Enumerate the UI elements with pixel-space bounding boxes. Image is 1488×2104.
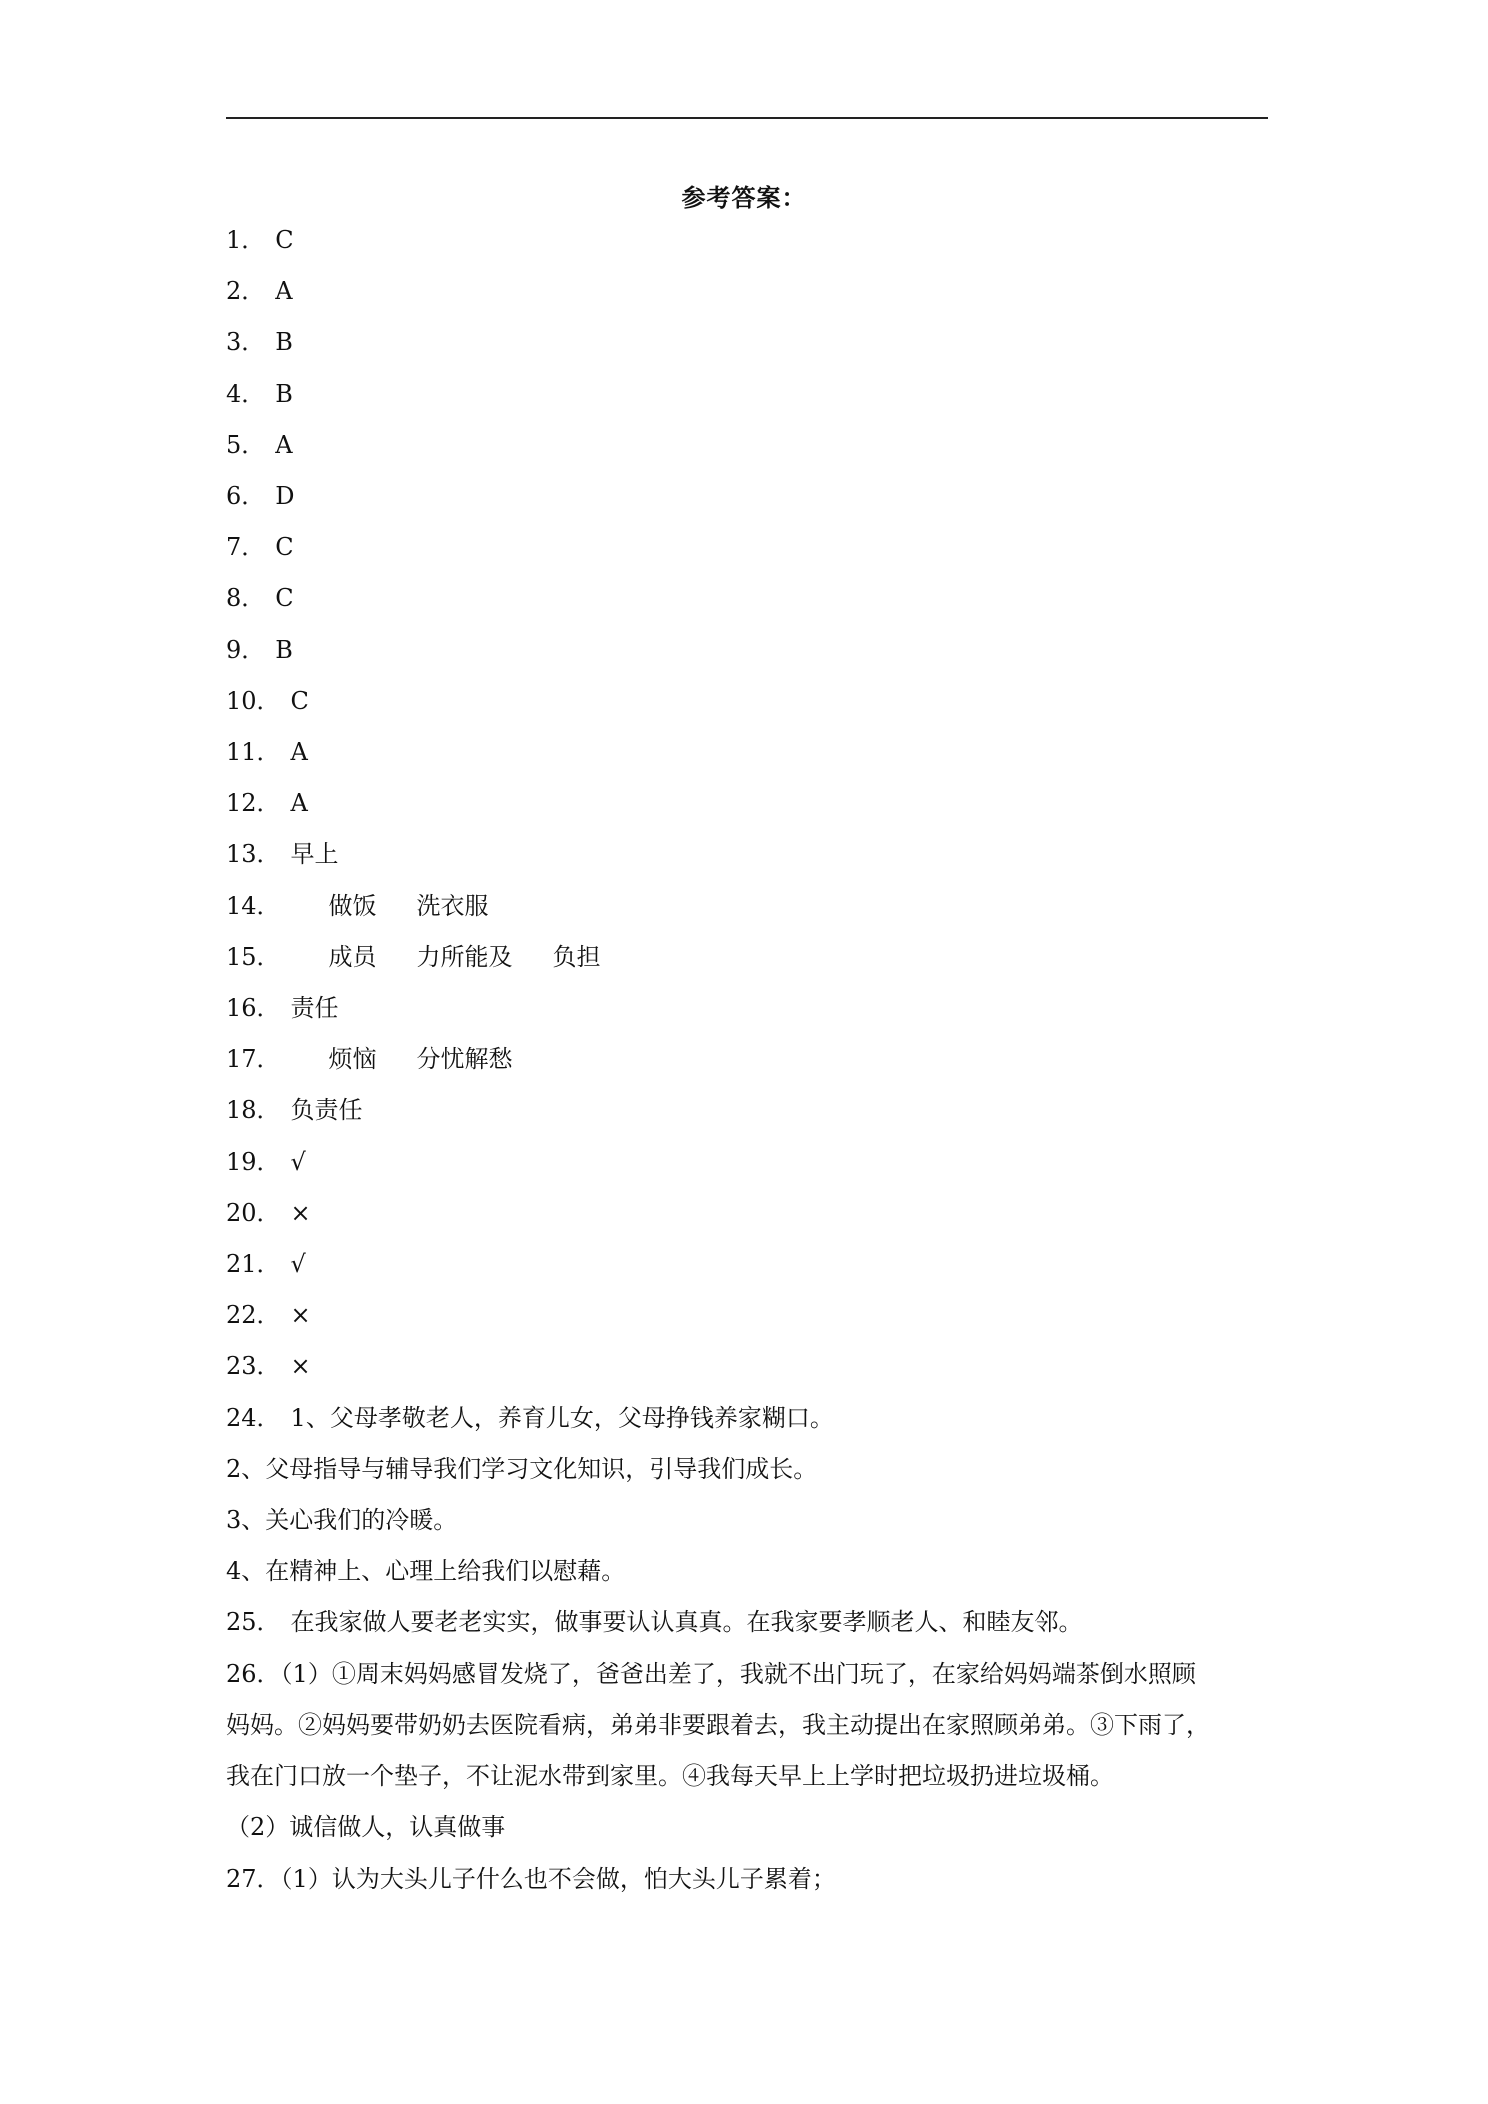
answer-item xyxy=(226,471,1270,522)
answer-text: B xyxy=(275,328,293,357)
answer-continuation: 2、父母指导与辅导我们学习文化知识，引导我们成长。 xyxy=(226,1454,818,1483)
answer-text: C xyxy=(275,226,294,254)
answer-text: （1）①周末妈妈感冒发烧了，爸爸出差了，我就不出门玩了，在家给妈妈端茶倒水照顾 xyxy=(280,1659,1196,1688)
answer-text: C xyxy=(275,533,294,562)
answer-item xyxy=(226,215,1270,266)
answer-number: 22 xyxy=(226,1301,257,1330)
answer-number: 19 xyxy=(226,1147,257,1176)
answer-number: 12 xyxy=(226,789,257,818)
answer-item xyxy=(226,1239,1270,1290)
number-separator: ． xyxy=(241,277,266,306)
number-separator: ． xyxy=(256,1403,281,1432)
number-separator: ． xyxy=(241,584,266,613)
answer-item xyxy=(226,522,1270,573)
answer-item xyxy=(226,1393,1270,1444)
answer-number: 3 xyxy=(226,328,242,357)
number-separator: ． xyxy=(241,533,266,562)
answer-text: B xyxy=(275,635,293,664)
answer-text: D xyxy=(275,482,295,511)
answer-number: 23 xyxy=(226,1352,257,1381)
number-separator: ． xyxy=(256,1147,281,1176)
blank-answer: 负担 xyxy=(552,942,601,971)
blank-answer: 洗衣服 xyxy=(416,891,489,920)
answer-continuation: 妈妈。②妈妈要带奶奶去医院看病，弟弟非要跟着去，我主动提出在家照顾弟弟。③下雨了， xyxy=(226,1710,1210,1739)
page-title: 参考答案： xyxy=(681,183,807,212)
number-separator: ． xyxy=(256,686,281,715)
answer-text: √ xyxy=(290,1250,306,1279)
answer-text: （1）认为大头儿子什么也不会做，怕大头儿子累着； xyxy=(280,1864,836,1893)
number-separator: ． xyxy=(241,430,266,459)
answer-item xyxy=(226,573,1270,624)
answer-continuation: 我在门口放一个垫子，不让泥水带到家里。④我每天早上上学时把垃圾扔进垃圾桶。 xyxy=(226,1762,1114,1791)
answer-item xyxy=(226,727,1270,778)
answer-item xyxy=(226,881,1270,932)
answer-item xyxy=(226,1137,1270,1188)
answer-number: 7 xyxy=(226,533,242,562)
number-separator: ． xyxy=(256,1045,281,1074)
answer-item xyxy=(226,1597,1270,1648)
number-separator: ． xyxy=(256,1352,281,1381)
answer-item xyxy=(226,1085,1270,1136)
answer-number: 5 xyxy=(226,430,242,459)
answer-number: 9 xyxy=(226,635,242,664)
answer-subpart: （2）诚信做人，认真做事 xyxy=(226,1813,506,1842)
number-separator: ． xyxy=(256,738,281,767)
answer-text: A xyxy=(275,430,293,459)
answer-item xyxy=(226,932,1270,983)
header-rule xyxy=(226,117,1268,119)
answer-item xyxy=(226,625,1270,676)
number-separator: ． xyxy=(241,482,266,511)
blank-answer: 烦恼 xyxy=(328,1045,377,1074)
answer-item xyxy=(226,676,1270,727)
answer-item xyxy=(226,829,1270,880)
answer-item xyxy=(226,1034,1270,1085)
number-separator: ． xyxy=(256,840,281,869)
answer-text: B xyxy=(275,379,293,408)
number-separator: ． xyxy=(256,1608,281,1637)
number-separator: ． xyxy=(256,1864,281,1893)
answer-text: × xyxy=(290,1198,311,1227)
answer-number: 13 xyxy=(226,840,257,869)
answer-list xyxy=(226,215,1270,1905)
answer-item xyxy=(226,420,1270,471)
blank-answer: 力所能及 xyxy=(416,942,513,971)
number-separator: ． xyxy=(256,1250,281,1279)
answer-number: 26 xyxy=(226,1659,257,1688)
answer-number: 24 xyxy=(226,1403,257,1432)
answer-item xyxy=(226,778,1270,829)
answer-number: 18 xyxy=(226,1096,257,1125)
answer-number: 8 xyxy=(226,584,242,613)
answer-text: A xyxy=(275,277,293,306)
answer-item xyxy=(226,983,1270,1034)
answer-item xyxy=(226,1649,1270,1700)
number-separator: ． xyxy=(256,891,281,920)
answer-number: 1 xyxy=(226,226,242,254)
answer-continuation: 3、关心我们的冷暖。 xyxy=(226,1506,458,1535)
number-separator: ． xyxy=(256,1198,281,1227)
answer-number: 20 xyxy=(226,1198,257,1227)
answer-item xyxy=(226,1854,1270,1905)
answer-text: C xyxy=(290,686,309,715)
answer-item xyxy=(226,317,1270,368)
answer-number: 25 xyxy=(226,1608,257,1637)
number-separator: ． xyxy=(241,379,266,408)
number-separator: ． xyxy=(256,789,281,818)
answer-number: 10 xyxy=(226,686,257,715)
answer-number: 27 xyxy=(226,1864,257,1893)
answer-text: A xyxy=(290,738,308,767)
answer-number: 4 xyxy=(226,379,242,408)
answer-text: 早上 xyxy=(290,840,339,869)
number-separator: ． xyxy=(256,1096,281,1125)
answer-number: 21 xyxy=(226,1250,257,1279)
answer-text: 负责任 xyxy=(290,1096,363,1125)
answer-item xyxy=(226,1341,1270,1392)
blank-answer: 分忧解愁 xyxy=(416,1045,513,1074)
number-separator: ． xyxy=(256,994,281,1023)
number-separator: ． xyxy=(256,942,281,971)
answer-item xyxy=(226,266,1270,317)
answer-text: √ xyxy=(290,1147,306,1176)
answer-text: A xyxy=(290,789,308,818)
answer-item xyxy=(226,1188,1270,1239)
blank-answer: 成员 xyxy=(328,942,377,971)
answer-number: 2 xyxy=(226,277,242,306)
number-separator: ． xyxy=(241,635,266,664)
answer-text: C xyxy=(275,584,294,613)
blank-answer: 做饭 xyxy=(328,891,377,920)
answer-number: 16 xyxy=(226,994,257,1023)
answer-text: 1、父母孝敬老人，养育儿女，父母挣钱养家糊口。 xyxy=(290,1403,834,1432)
answer-number: 17 xyxy=(226,1045,257,1074)
answer-item xyxy=(226,369,1270,420)
answer-text: 在我家做人要老老实实，做事要认认真真。在我家要孝顺老人、和睦友邻。 xyxy=(290,1608,1083,1637)
answer-number: 6 xyxy=(226,482,242,511)
number-separator: ． xyxy=(256,1301,281,1330)
answer-number: 15 xyxy=(226,942,257,971)
answer-item xyxy=(226,1290,1270,1341)
answer-text: × xyxy=(290,1301,311,1330)
answer-text: 责任 xyxy=(290,994,339,1023)
number-separator: ． xyxy=(256,1659,281,1688)
answer-text: × xyxy=(290,1352,311,1381)
number-separator: ． xyxy=(241,226,266,254)
answer-number: 11 xyxy=(226,738,257,767)
number-separator: ． xyxy=(241,328,266,357)
answer-number: 14 xyxy=(226,891,257,920)
answer-continuation: 4、在精神上、心理上给我们以慰藉。 xyxy=(226,1557,626,1586)
